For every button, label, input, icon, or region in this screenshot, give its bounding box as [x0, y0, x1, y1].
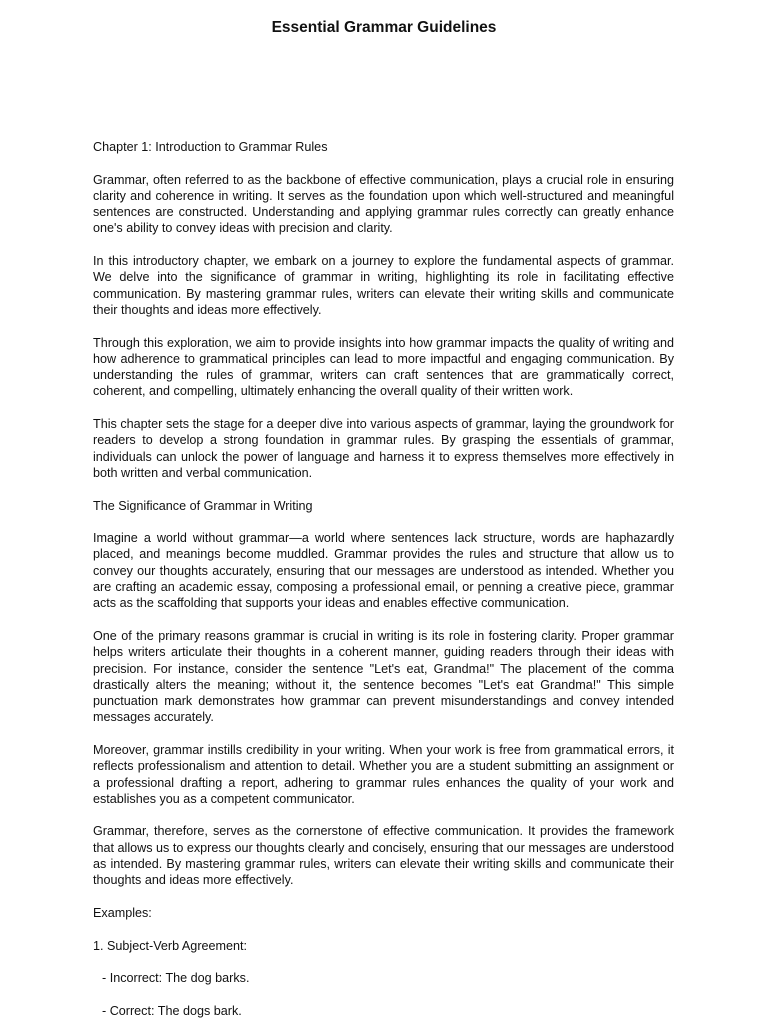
document-title: Essential Grammar Guidelines [271, 19, 497, 36]
document-body [93, 139, 674, 1035]
paragraph: Moreover, grammar instills credibility in your writing. When your work is free from grammatical errors, it reflects professionalism and attention to detail. Whether you are a student submitting an assignment or a professional drafting a report, adhering to grammar rules enhances the quality of your work and establishes you as a competent communicator. [93, 742, 674, 806]
paragraph: One of the primary reasons grammar is crucial in writing is its role in fostering clarity. Proper grammar helps writers articulate their thoughts in a coherent manner, guiding readers through their ideas with precision. For instance, consider the sentence "Let's eat, Grandma!" The placement of the comma drastically alters the meaning; without it, the sentence becomes "Let's eat Grandma!" This simple punctuation mark demonstrates how grammar can prevent misunderstandings and convey intended messages accurately. [93, 628, 674, 725]
example-correct: - Correct: The dogs bark. [102, 1003, 242, 1018]
section-heading: The Significance of Grammar in Writing [93, 498, 313, 513]
example-item [93, 938, 674, 1019]
paragraph: Grammar, therefore, serves as the cornerstone of effective communication. It provides the framework that allows us to express our thoughts clearly and concisely, ensuring that our messages are understood as intended. By mastering grammar rules, writers can elevate their writing skills and communicate their thoughts and ideas more effectively. [93, 824, 674, 888]
example-incorrect: - Incorrect: The dog barks. [102, 971, 250, 986]
paragraph: Through this exploration, we aim to provide insights into how grammar impacts the quality of writing and how adherence to grammatical principles can lead to more impactful and engaging communication. By understanding the rules of grammar, writers can craft sentences that are grammatically correct, coherent, and compelling, ultimately enhancing the overall quality of their written work. [93, 335, 674, 399]
examples-heading: Examples: [93, 905, 152, 920]
example-title: 1. Subject-Verb Agreement: [93, 938, 248, 953]
paragraph: In this introductory chapter, we embark on a journey to explore the fundamental aspects of grammar. We delve into the significance of grammar in writing, highlighting its role in facilitating effective communication. By mastering grammar rules, writers can elevate their writing skills and communicate their thoughts and ideas more effectively. [93, 254, 674, 317]
paragraph: Grammar, often referred to as the backbone of effective communication, plays a crucial role in ensuring clarity and coherence in writing. It serves as the foundation upon which well-structured and meaningful sentences are constructed. Understanding and applying grammar rules correctly can greatly enhance one's ability to convey ideas with precision and clarity. [93, 172, 674, 236]
paragraph: Imagine a world without grammar—a world where sentences lack structure, words are haphazardly placed, and meanings become muddled. Grammar provides the rules and structure that allow us to convey our thoughts accurately, ensuring that our messages are understood as intended. Whether you are crafting an academic essay, composing a professional email, or penning a creative piece, grammar acts as the scaffolding that supports your ideas and enables effective communication. [93, 531, 674, 611]
paragraph: This chapter sets the stage for a deeper dive into various aspects of grammar, laying the groundwork for readers to develop a strong foundation in grammar rules. By grasping the essentials of grammar, individuals can unlock the power of language and harness it to express themselves more effectively in both written and verbal communication. [93, 417, 674, 480]
chapter-heading: Chapter 1: Introduction to Grammar Rules [93, 140, 328, 154]
